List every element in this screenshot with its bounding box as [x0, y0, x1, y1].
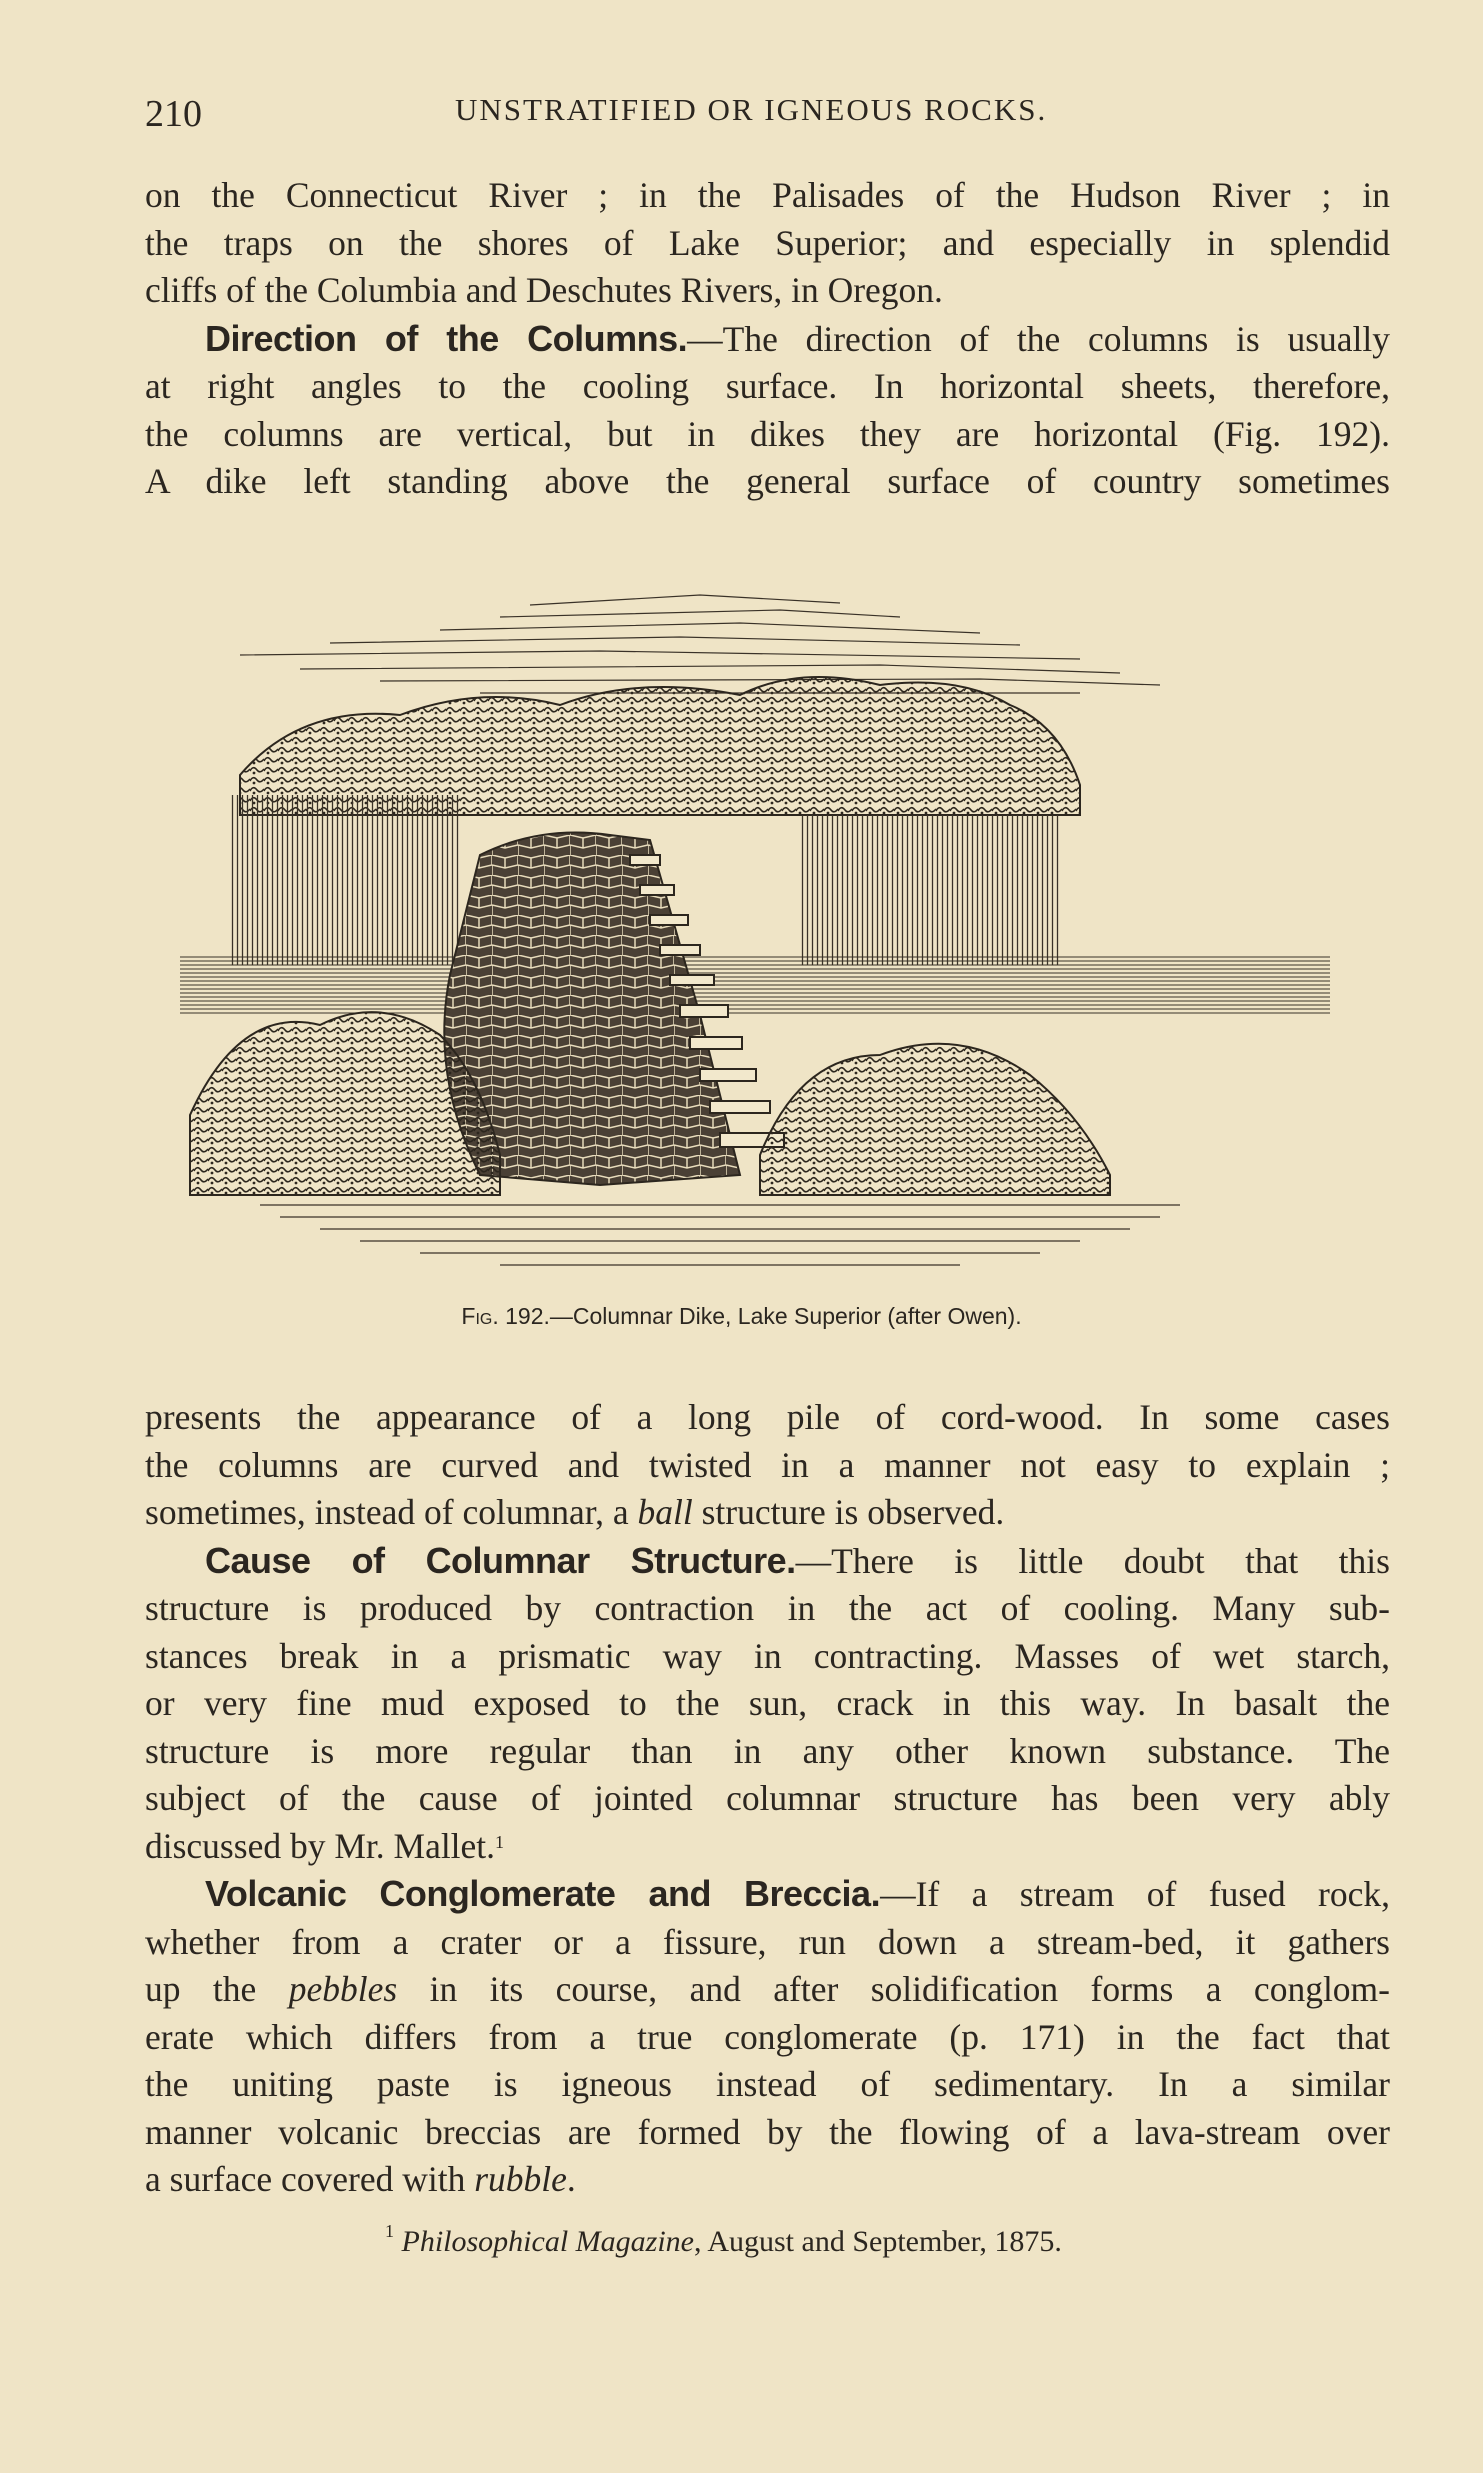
text-line: structure is more regular than in any other known substance. The: [145, 1730, 1390, 1771]
text-line: discussed by Mr. Mallet.$^1$: [145, 1825, 505, 1866]
text-line: subject of the cause of jointed columnar structure has been very ably: [145, 1778, 1390, 1818]
water-foreground: [260, 1205, 1180, 1265]
text-block-bottom: [145, 1394, 1390, 2204]
text-line: A dike left standing above the general surface of country sometimes: [145, 461, 1390, 501]
running-head: UNSTRATIFIED OR IGNEOUS ROCKS.: [455, 92, 1048, 127]
footnote-mark: 1: [385, 2221, 394, 2241]
text-line: stances break in a prismatic way in contracting. Masses of wet starch,: [145, 1635, 1390, 1676]
emphasis-rubble: rubble: [474, 2159, 567, 2199]
cliff-columns-right: [800, 815, 1060, 965]
text-line: the uniting paste is igneous instead of sedimentary. In a similar: [145, 2064, 1390, 2104]
columnar-dike-illustration: [180, 555, 1350, 1290]
emphasis-pebbles: pebbles: [288, 1969, 398, 2009]
text-line: erate which differs from a true conglomerate (p. 171) in the fact that: [145, 2016, 1390, 2057]
footnote-source: Philosophical Magazine: [401, 2225, 694, 2258]
paragraph-cause: [145, 1537, 1390, 1871]
text-line: the columns are curved and twisted in a manner not easy to explain ;: [145, 1444, 1390, 1485]
figure-caption: [0, 1303, 1483, 1330]
text-line: up the pebbles in its course, and after solidification forms a conglom-: [145, 1969, 1390, 2009]
text-line: presents the appearance of a long pile of cord-wood. In some cases: [145, 1397, 1390, 1437]
text-line: structure is produced by contraction in the act of cooling. Many sub-: [145, 1588, 1390, 1628]
footnote-text: , August and September, 1875.: [693, 2225, 1062, 2258]
text-line: the columns are vertical, but in dikes they are horizontal (Fig. 192).: [145, 413, 1390, 454]
section-heading-direction: Direction of the Columns.: [205, 317, 688, 359]
text-span: —There is little doubt that this: [795, 1540, 1390, 1581]
figure-label: Fig.: [461, 1303, 499, 1329]
sky-clouds: [240, 595, 1160, 693]
cliff-columns-left: [230, 795, 460, 965]
text-block-top: [145, 172, 1390, 506]
footnote: [385, 2221, 1062, 2259]
text-line: at right angles to the cooling surface. In horizontal sheets, therefore,: [145, 366, 1390, 406]
text-line: or very fine mud exposed to the sun, crack in this way. In basalt the: [145, 1683, 1390, 1723]
text-line: manner volcanic breccias are formed by the flowing of a lava-stream over: [145, 2111, 1390, 2152]
section-heading-volcanic: Volcanic Conglomerate and Breccia.: [205, 1873, 881, 1914]
paragraph-volcanic: [145, 1870, 1390, 2204]
footnote-reference[interactable]: 1: [495, 1831, 505, 1852]
treeline-top: [240, 677, 1080, 815]
paragraph-direction: [145, 315, 1390, 506]
text-span: —If a stream of fused rock,: [880, 1874, 1391, 1914]
shore-trees-right: [760, 1044, 1110, 1195]
paragraph-opening: [145, 172, 1390, 315]
emphasis-ball: ball: [637, 1492, 693, 1532]
text-span: —The direction of the columns is usually: [687, 318, 1390, 359]
page-header: [145, 92, 1395, 142]
page-number: 210: [145, 93, 202, 135]
figure-caption-text: 192.—Columnar Dike, Lake Superior (after Owen).: [505, 1303, 1022, 1329]
text-line: whether from a crater or a fissure, run down a stream-bed, it gathers: [145, 1921, 1390, 1962]
text-line: a surface covered with rubble.: [145, 2159, 576, 2199]
text-line: on the Connecticut River ; in the Palisades of the Hudson River ; in: [145, 175, 1390, 215]
lake-background: [180, 955, 1330, 1015]
text-line: sometimes, instead of columnar, a ball structure is observed.: [145, 1492, 1005, 1532]
section-heading-cause: Cause of Columnar Structure.: [205, 1539, 796, 1581]
paragraph-continuation: [145, 1394, 1390, 1537]
text-line: the traps on the shores of Lake Superior; and especially in splendid: [145, 222, 1390, 263]
text-line: cliffs of the Columbia and Deschutes Rivers, in Oregon.: [145, 270, 943, 310]
